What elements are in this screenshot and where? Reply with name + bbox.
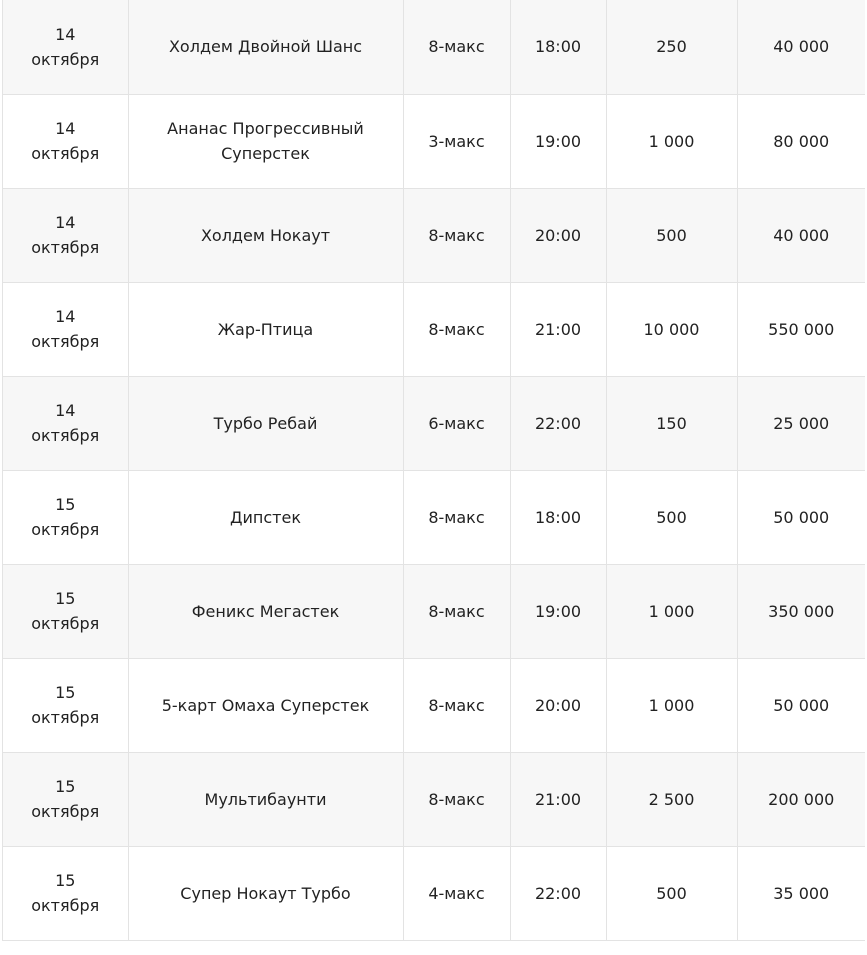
tournament-name-cell: 5-карт Омаха Суперстек [128,658,403,752]
buyin-cell: 1 000 [606,658,737,752]
tournament-name-cell: Жар-Птица [128,282,403,376]
table-row [3,94,865,188]
table-row [3,282,865,376]
date-day: 14 [55,307,76,326]
date-cell [3,752,128,846]
table-size-cell: 6-макс [403,376,510,470]
date-day: 15 [55,495,76,514]
table-size-cell: 4-макс [403,846,510,940]
date-month: октября [31,708,100,727]
table-size-cell: 8-макс [403,0,510,94]
tournament-name-cell: Холдем Двойной Шанс [128,0,403,94]
date-cell [3,470,128,564]
table-size-cell: 8-макс [403,470,510,564]
date-cell [3,846,128,940]
start-time-cell: 18:00 [510,0,606,94]
table-row [3,564,865,658]
buyin-cell: 1 000 [606,94,737,188]
date-cell [3,376,128,470]
date-day: 14 [55,213,76,232]
start-time-cell: 22:00 [510,376,606,470]
guarantee-cell: 550 000 [737,282,865,376]
tournament-schedule [2,0,867,941]
tournament-name-cell: Дипстек [128,470,403,564]
date-day: 15 [55,683,76,702]
tournament-name-cell: Ананас Прогрессивный Суперстек [128,94,403,188]
guarantee-cell: 40 000 [737,0,865,94]
date-month: октября [31,896,100,915]
date-month: октября [31,520,100,539]
date-day: 14 [55,401,76,420]
date-cell [3,188,128,282]
date-month: октября [31,426,100,445]
date-day: 14 [55,24,76,44]
table-size-cell: 8-макс [403,282,510,376]
date-cell [3,0,128,94]
date-cell [3,564,128,658]
guarantee-cell: 50 000 [737,658,865,752]
table-size-cell: 8-макс [403,658,510,752]
date-cell [3,282,128,376]
date-day: 14 [55,119,76,138]
table-row [3,752,865,846]
date-month: октября [31,614,100,633]
start-time-cell: 21:00 [510,752,606,846]
buyin-cell: 1 000 [606,564,737,658]
guarantee-cell: 25 000 [737,376,865,470]
date-month: октября [31,144,100,163]
table-size-cell: 8-макс [403,564,510,658]
start-time-cell: 18:00 [510,470,606,564]
table-size-cell: 8-макс [403,752,510,846]
table-row [3,0,865,94]
start-time-cell: 22:00 [510,846,606,940]
buyin-cell: 150 [606,376,737,470]
tournament-name-cell: Мультибаунти [128,752,403,846]
table-row [3,470,865,564]
tournament-table [3,0,865,941]
buyin-cell: 2 500 [606,752,737,846]
guarantee-cell: 350 000 [737,564,865,658]
table-row [3,188,865,282]
guarantee-cell: 200 000 [737,752,865,846]
date-month: октября [31,802,100,821]
buyin-cell: 500 [606,470,737,564]
date-day: 15 [55,777,76,796]
date-month: октября [31,238,100,257]
start-time-cell: 19:00 [510,564,606,658]
guarantee-cell: 50 000 [737,470,865,564]
tournament-name-cell: Супер Нокаут Турбо [128,846,403,940]
tournament-name-cell: Турбо Ребай [128,376,403,470]
buyin-cell: 10 000 [606,282,737,376]
date-month: октября [31,49,100,69]
table-row [3,376,865,470]
guarantee-cell: 35 000 [737,846,865,940]
start-time-cell: 20:00 [510,658,606,752]
start-time-cell: 19:00 [510,94,606,188]
table-size-cell: 3-макс [403,94,510,188]
date-day: 15 [55,871,76,890]
guarantee-cell: 80 000 [737,94,865,188]
buyin-cell: 500 [606,846,737,940]
date-day: 15 [55,589,76,608]
table-row [3,658,865,752]
buyin-cell: 500 [606,188,737,282]
tournament-name-cell: Феникс Мегастек [128,564,403,658]
tournament-name-cell: Холдем Нокаут [128,188,403,282]
date-cell [3,658,128,752]
buyin-cell: 250 [606,0,737,94]
table-size-cell: 8-макс [403,188,510,282]
date-cell [3,94,128,188]
guarantee-cell: 40 000 [737,188,865,282]
start-time-cell: 21:00 [510,282,606,376]
start-time-cell: 20:00 [510,188,606,282]
date-month: октября [31,332,100,351]
table-row [3,846,865,940]
